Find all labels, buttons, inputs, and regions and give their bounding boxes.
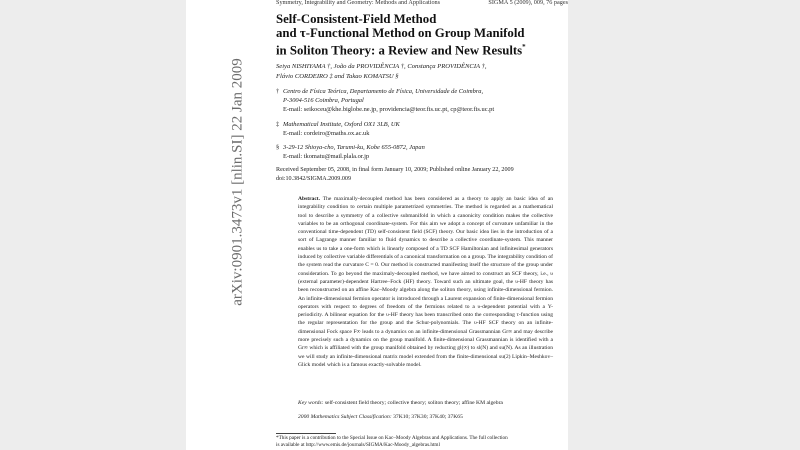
- title-footnote-mark: *: [522, 43, 526, 52]
- affiliation-institution: Centro de Física Teórica, Departamento de Física, Universidade de Coimbra,: [283, 88, 484, 95]
- footnote-line-1: *This paper is a contribution to the Special Issue on Kac–Moody Algebras and Applications. The full collection: [276, 435, 508, 441]
- affiliation-email: E-mail: tkomatu@mail.plala.or.jp: [283, 153, 370, 161]
- arxiv-identifier: arXiv:0901.3473v1 [nlin.SI] 22 Jan 2009: [229, 58, 246, 306]
- title-line-2: and τ-Functional Method on Group Manifold: [276, 26, 525, 41]
- affiliation-email: E-mail: cordeiro@maths.ox.ac.uk: [283, 130, 370, 138]
- affiliation-coimbra: [276, 87, 566, 115]
- author-list: [276, 62, 566, 81]
- left-gray-margin: [0, 0, 186, 450]
- authors-line-2: Flávio CORDEIRO ‡ and Takao KOMATSU §: [276, 72, 399, 80]
- footnote: [276, 435, 572, 449]
- doi-line: doi:10.3842/SIGMA.2009.009: [276, 176, 351, 183]
- received-line: Received September 05, 2008, in final form January 10, 2009; Published online January 22, 2009: [276, 167, 514, 173]
- publication-dates: [276, 166, 566, 184]
- keywords-label: Key words:: [298, 400, 324, 406]
- journal-name: Symmetry, Integrability and Geometry: Methods and Applications: [276, 0, 441, 6]
- abstract-text: The maximally-decoupled method has been considered as a theory to apply an basic idea of an integrability condition to certain multiple parametrized symmetries. The method is regarded as a mathematical tool to describe a symmetry of a collective submanifold in which a canonicity condition makes the collective variables to be an orthogonal coordinate-system. For this aim we adopt a concept of curvature unfamiliar in the conventional time-dependent (TD) self-consistent field (SCF) theory. Our basic idea lies in the introduction of a sort of Lagrange manner familiar to fluid dynamics to describe a collective coordinate-system. This manner enables us to take a one-form which is linearly composed of a TD SCF Hamiltonian and infinitesimal generators induced by collective variable differentials of a canonical transformation on a group. The integrability condition of the system read the curvature C = 0. Our method is constructed manifesting itself the structure of the group under consideration. To go beyond the maximaly-decoupled method, we have aimed to construct an SCF theory, i.e., υ (external parameter)-dependent Hartree–Fock (HF) theory. Toward such an ultimate goal, the υ-HF theory has been reconstructed on an affine Kac–Moody algebra along the soliton theory, using infinite-dimensional fermion. An infinite-dimensional fermion operator is introduced through a Laurent expansion of finite-dimensional fermion operators with respect to degrees of freedom of the fermions related to a υ-dependent potential with a Υ-periodicity. A bilinear equation for the υ-HF theory has been transcribed onto the corresponding τ-function using the regular representation for the group and the Schur-polynomials. The υ-HF SCF theory on an infinite-dimensional Fock space F∞ leads to a dynamics on an infinite-dimensional Grassmannian Gr∞ and may describe more precisely such a dynamics on the group manifold. A finite-dimensional Grassmannian is identified with a Gr∞ which is affiliated with the group manifold obtained by reducting gl(∞) to sl(N) and su(N). As an illustration we will study an infinite-dimensional matrix model extended from the finite-dimensional su(2) Lipkin–Meshkov–Glick model which is a famous exactly-solvable model.: [298, 196, 554, 368]
- affiliation-email: E-mail: seikoceu@khe.biglobe.ne.jp, providencia@teor.fis.uc.pt, cp@teor.fis.uc.pt: [283, 106, 495, 114]
- affiliation-mark: §: [276, 144, 280, 151]
- affiliation-address: P-3004-516 Coimbra, Portugal: [283, 97, 364, 105]
- affiliation-institution: 3-29-12 Shioya-cho, Tarumi-ku, Kobe 655-0872, Japan: [283, 144, 425, 151]
- msc-value: 37K10; 37K30; 37K40; 37K65: [393, 414, 463, 420]
- affiliation-oxford: [276, 120, 566, 138]
- msc-classification: [298, 413, 556, 421]
- footnote-line-2: is available at http://www.emis.de/journals/SIGMA/Kac-Moody_algebras.html: [276, 442, 440, 449]
- affiliation-mark: ‡: [276, 121, 280, 128]
- affiliation-kobe: [276, 143, 566, 161]
- abstract-label: Abstract.: [298, 196, 321, 202]
- title-line-1: Self-Consistent-Field Method: [276, 12, 437, 26]
- right-gray-margin: [568, 0, 800, 450]
- affiliation-mark: †: [276, 88, 280, 95]
- affiliation-institution: Mathematical Institute, Oxford OX1 3LB, UK: [283, 121, 400, 128]
- running-header: [276, 0, 568, 6]
- msc-label: 2000 Mathematics Subject Classification:: [298, 414, 392, 420]
- keywords: [298, 399, 556, 407]
- title-line-3: in Soliton Theory: a Review and New Results*: [276, 43, 526, 58]
- paper-title: [276, 12, 566, 58]
- abstract: [298, 195, 553, 369]
- keywords-value: self-consistent field theory; collective theory; soliton theory; affine KM algebra: [324, 400, 503, 406]
- footnote-rule: [276, 433, 336, 434]
- citation-info: SIGMA 5 (2009), 009, 76 pages: [488, 0, 568, 6]
- authors-line-1: Seiya NISHIYAMA †, João da PROVIDÊNCIA †, Constança PROVIDÊNCIA †,: [276, 63, 487, 70]
